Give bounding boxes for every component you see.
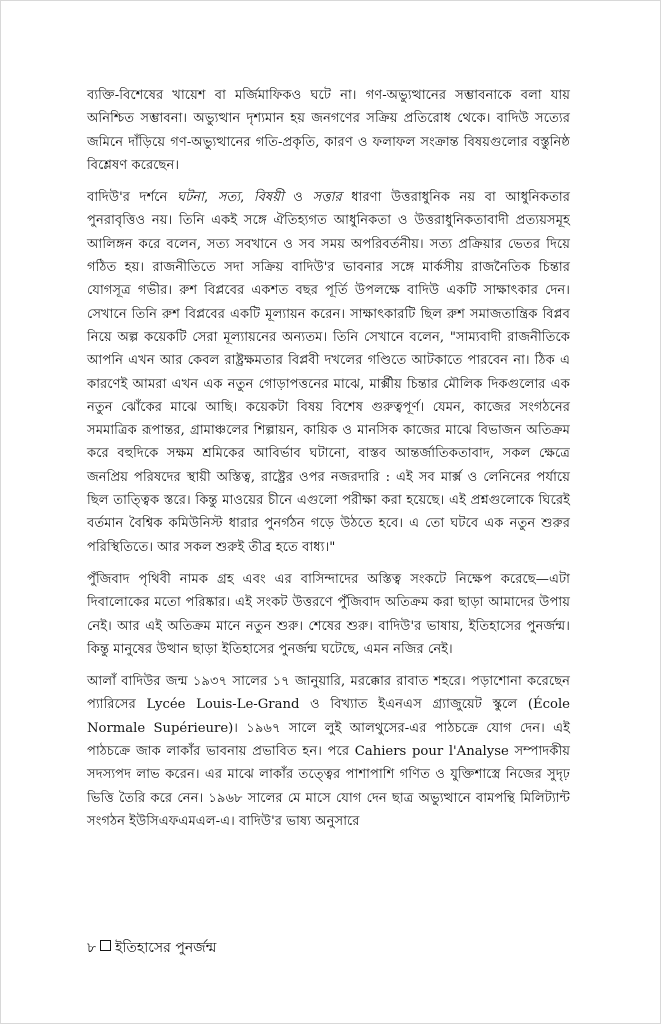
paragraph-1 [87,84,570,177]
running-title: ইতিহাসের পুনর্জন্ম [115,940,217,956]
body-text [87,84,570,842]
page-number: ৮ [87,940,97,956]
paragraph-2 [87,186,570,559]
square-separator-icon [100,940,111,951]
paragraph-2-run-9: ধারণা উত্তরাধুনিক নয় বা আধুনিকতার পুনরাবৃত্তিও নয়। তিনি একই সঙ্গে ঐতিহ্যগত আধুনিকতা ও উত্তরাধুনিকতাবাদী প্রত্যয়সমূহ আলিঙ্গন করে বলেন, সত্য সবখানে ও সব সময় অপরিবর্তনীয়। সত্য প্রক্রিয়ার ভেতর দিয়ে গঠিত হয়। রাজনীতিতে সদা সক্রিয় বাদিউ'র ভাবনার সঙ্গে মার্কসীয় রাজনৈতিক চিন্তার যোগসূত্র গভীর। রুশ বিপ্লবের একশত বছর পূর্তি উপলক্ষে বাদিউ একটি সাক্ষাৎকার দেন। সেখানে তিনি রুশ বিপ্লবের একটি মূল্যায়ন করেন। সাক্ষাৎকারটি ছিল রুশ সমাজতান্ত্রিক বিপ্লব নিয়ে অল্প কয়েকটি সেরা মূল্যায়নের অন্যতম। তিনি সেখানে বলেন, "সাম্যবাদী রাজনীতিকে আপনি এখন আর কেবল রাষ্ট্রক্ষমতার বিপ্লবী দখলের গণ্ডিতে আটকাতে পারবেন না। ঠিক এ কারণেই আমরা এখন এক নতুন গোড়াপত্তনের মাঝে, মার্ক্সীয় চিন্তার মৌলিক দিকগুলোর এক নতুন ঝোঁকের মাঝে আছি। কয়েকটা বিষয় বিশেষ গুরুত্বপূর্ণ। যেমন, কাজের সংগঠনের সমমাত্রিক রূপান্তর, গ্রামাঞ্চলের শিল্পায়ন, কায়িক ও মানসিক কাজের মাঝে বিভাজন অতিক্রম করে বহুদিকে সক্ষম শ্রমিকের আবির্ভাব ঘটানো, বাস্তব আন্তর্জাতিকতাবাদ, সকল ক্ষেত্রে জনপ্রিয় পরিষদের স্থায়ী অস্তিত্ব, রাষ্ট্রের ওপর নজরদারি : এই সব মার্ক্স ও লেনিনের পর্যায়ে ছিল তাত্ত্বিক স্তরে। কিন্তু মাওয়ের চীনে এগুলো পরীক্ষা করা হয়েছে। এই প্রশ্নগুলোকে ঘিরেই বর্তমান বৈশ্বিক কমিউনিস্ট ধারার পুনর্গঠন গড়ে উঠতে হবে। এ তো ঘটবে এক নতুন শুরুর পরিস্থিতিতে। আর সকল শুরুই তীব্র হতে বাধ্য।" [87,190,570,555]
paragraph-4-run-1: আলাঁ বাদিউর জন্ম ১৯৩৭ সালের ১৭ জানুয়ারি, মরক্কোর রাবাত শহরে। পড়াশোনা করেছেন প্যারিসের Lycée Louis-Le-Grand ও বিখ্যাত ইএনএস গ্র্যাজুয়েট স্কুলে (École Normale Supérieure)। ১৯৬৭ সালে লুই আলথুসের-এর পাঠচক্রে যোগ দেন। এই পাঠচক্রে জাক লাকাঁর ভাবনায় প্রভাবিত হন। পরে Cahiers pour l'Analyse সম্পাদকীয় সদস্যপদ লাভ করেন। এর মাঝে লাকাঁর তত্ত্বের পাশাপাশি গণিত ও যুক্তিশাস্ত্রে নিজের সুদৃঢ় ভিত্তি তৈরি করে নেন। ১৯৬৮ সালের মে মাসে যোগ দেন ছাত্র অভ্যুত্থানে বামপন্থি মিলিট্যান্ট সংগঠন ইউসিএফএমএল-এ। বাদিউ'র ভাষ্য অনুসারে [87,674,570,829]
paragraph-2-run-1: বাদিউ'র দর্শনে [87,190,177,206]
paragraph-4 [87,670,570,833]
paragraph-1-run-1: ব্যক্তি-বিশেষের খায়েশ বা মর্জিমাফিকও ঘটে না। গণ-অভ্যুত্থানের সম্ভাবনাকে বলা যায় অনিশ্চিত সম্ভাবনা। অভ্যুত্থান দৃশ্যমান হয় জনগণের সক্রিয় প্রতিরোধ থেকে। বাদিউ সত্যের জমিনে দাঁড়িয়ে গণ-অভ্যুত্থানের গতি-প্রকৃতি, কারণ ও ফলাফল সংক্রান্ত বিষয়গুলোর বস্তুনিষ্ঠ বিশ্লেষণ করেছেন। [87,88,570,173]
term-bishoyi: বিষয়ী [253,190,284,206]
paragraph-2-run-3: , [203,190,218,206]
term-sotto: সত্য [217,190,241,206]
term-ghotona: ঘটনা [176,190,204,206]
paragraph-3 [87,568,570,661]
paragraph-2-run-5: , [240,190,254,206]
term-sottar: সত্তার [312,190,342,206]
paragraph-2-run-7: ও [283,190,313,206]
page-footer [87,938,216,958]
paragraph-3-run-1: পুঁজিবাদ পৃথিবী নামক গ্রহ এবং এর বাসিন্দাদের অস্তিত্ব সংকটে নিক্ষেপ করেছে—এটা দিবালোকের মতো পরিষ্কার। এই সংকট উত্তরণে পুঁজিবাদ অতিক্রম করা ছাড়া আমাদের উপায় নেই। আর এই অতিক্রম মানে নতুন শুরু। শেষের শুরু। বাদিউ'র ভাষায়, ইতিহাসের পুনর্জন্ম। কিন্তু মানুষের উত্থান ছাড়া ইতিহাসের পুনর্জন্ম ঘটেছে, এমন নজির নেই। [87,571,570,657]
